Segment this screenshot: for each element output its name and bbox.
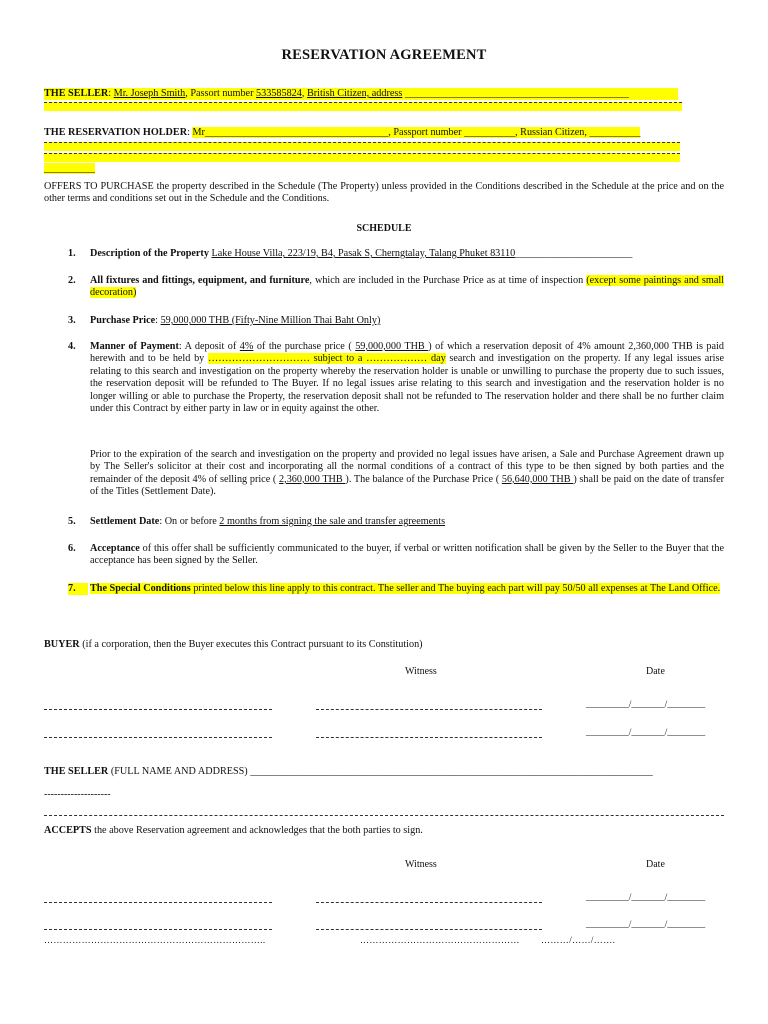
seller-address-blank: ____________________________________________ [404,88,629,99]
buyer-date-field-1[interactable]: _________/_______/________ [586,700,706,710]
payment-text-1: : A deposit of [178,341,240,352]
offers-text: the property described in the Schedule (The Property) unless provided in the Conditions described in the Schedule at the price and on the other terms and conditions set out in the Schedule and the Conditions. [44,181,724,205]
item-number: 7. [68,583,88,595]
accepts-date-field-2[interactable]: _________/_______/________ [586,920,706,930]
payment-text-2: of the purchase price ( [253,341,356,352]
buyer-witness-line-2[interactable] [316,737,542,738]
property-description: Lake House Villa, 223/19, B4, Pasak S, Cherngtalay, Talang Phuket 83110 [211,248,516,259]
schedule-title: SCHEDULE [356,223,412,234]
accepts-date-field-1[interactable]: _________/_______/________ [586,893,706,903]
schedule-item-5 [68,516,724,528]
seller-passport: 533585824 [256,88,302,99]
property-blank: _______________________ [515,248,633,259]
payment-paragraph-2 [90,449,724,499]
accepts-dotted-date[interactable]: ………/……/……. [541,935,616,945]
seller-address-line [44,102,682,111]
purchase-price: 59,000,000 THB (Fifty-Nine Million Thai Baht Only) [160,315,381,326]
buyer-witness-line-1[interactable] [316,709,542,710]
accepts-signature-line-1[interactable] [44,902,272,903]
seller-sig-label: THE SELLER [44,766,109,777]
item-text: : On or before [159,516,220,527]
item-label: Settlement Date [90,516,160,527]
p2-balance: 56,640,000 THB [501,473,574,485]
accepts-witness-label: Witness [405,859,437,870]
item-number: 4. [68,341,76,352]
holder-title: Mr [192,127,205,138]
holder-last-blank: __________ [44,163,95,175]
item-text: printed below this line apply to this contract. The seller and The buying each part will pay 50/50 all expenses at The Land Office. [190,583,721,594]
holder-passport-prefix: Passport number [393,127,462,138]
seller-name: Mr. Joseph Smith [113,88,186,99]
document-title: RESERVATION AGREEMENT [281,47,487,63]
settlement-term: 2 months from signing the sale and transfer agreements [219,516,446,527]
schedule-item-6 [68,543,724,568]
seller-nationality: British Citizen, address [306,88,403,99]
holder-passport-blank: __________ [464,127,516,138]
buyer-date-field-2[interactable]: _________/_______/________ [586,728,706,738]
seller-block: THE SELLER: Mr. Joseph Smith, Passort number 533585824, British Citizen, address ____________________________________________ [44,88,724,111]
seller-address-line[interactable] [44,815,724,816]
holder-block: THE RESERVATION HOLDER: Mr____________________________________, Passport number __________, Russian Citizen, __________ __________ [44,127,724,176]
seller-sig-short-line[interactable]: -------------------- [44,789,111,800]
buyer-date-label: Date [646,666,665,677]
item-text: , which are included in the Purchase Price as at time of inspection [309,275,587,286]
schedule-item-7 [68,583,724,595]
item-label: Purchase Price [90,315,156,326]
item-text: of this offer shall be sufficiently communicated to the buyer, if verbal or written notification shall be given by the Seller to the Buyer that the acceptance has been signed by the Seller. [90,543,724,567]
item-number: 1. [68,248,76,259]
schedule-item-4 [68,341,724,415]
item-highlight: (except some paintings and small decoration) [90,275,725,299]
buyer-signature-line-1[interactable] [44,709,272,710]
p2-text-c: ) shall be paid on the date of transfer of the Titles (Settlement Date). [90,473,724,498]
buyer-text: (if a corporation, then the Buyer executes this Contract pursuant to its Constitution) [79,639,423,650]
accepts-text: the above Reservation agreement and acknowledges that the both parties to sign. [91,825,423,836]
item-label: Manner of Payment [90,341,179,352]
schedule-item-1 [68,248,724,260]
seller-sig-blank[interactable]: _______________________________________________________________________________ [250,766,653,777]
accepts-line [44,825,724,837]
holder-trail-blank: __________ [589,127,641,138]
holder-blank-highlight: ………………………… subject to a ……………… [208,353,428,365]
seller-signature-line [44,766,744,778]
holder-nationality: Russian Citizen, [520,127,587,138]
accepts-dotted-witness[interactable]: …………………………………………… [360,935,520,945]
offers-paragraph [44,181,724,206]
item-number: 3. [68,315,76,326]
offers-lead: OFFERS TO PURCHASE [44,181,154,192]
holder-label: THE RESERVATION HOLDER [44,127,188,138]
deposit-percent: 4% [239,341,254,352]
accepts-signature-line-2[interactable] [44,929,272,930]
buyer-label: BUYER [44,639,80,650]
payment-text-4: search and investigation on the property. If any legal issues arise relating to this search and investigation on the property whereby the reservation holder is unable or unwilling to purchase the property due to such issues, the reservation deposit will be refunded to The Buyer. If no legal issues arise relating to this search and investigation and the reservation holder is no longer willing or able to purchase the Property, the reservation deposit shall not be refunded to The reservation holder and there shall be no further claim under this Contract by either party in law or in equity against the other. [90,353,724,415]
payment-price: 59,000,000 THB [355,341,429,352]
holder-line-2 [44,142,680,151]
item-separator: : [155,315,161,326]
buyer-line [44,639,724,651]
item-label: Description of the Property [90,248,209,259]
payment-text-3: ) of which a reservation deposit of 4% amount 2,360,000 THB is paid herewith and to be held by [90,341,724,365]
item-number: 2. [68,275,76,286]
item-number: 6. [68,543,76,554]
seller-passport-prefix: Passort number [190,88,254,99]
accepts-dotted-signature[interactable]: …………………………………………………………….. [44,935,266,945]
accepts-witness-line-2[interactable] [316,929,542,930]
item-label: Acceptance [90,543,140,554]
p2-text-a: Prior to the expiration of the search and investigation on the property and provided no legal issues have arisen, a Sale and Purchase Agreement drawn up by The Seller's solicitor at their cost and incorporating all the normal conditions of a contract of this type to be then signed by both parties and the remainder of the deposit 4% of selling price ( [90,449,724,485]
item-label: All fixtures and fittings, equipment, and furniture [90,275,310,286]
seller-sig-text: (FULL NAME AND ADDRESS) [108,766,251,777]
seller-label: THE SELLER [44,88,109,99]
schedule-item-3 [68,315,724,327]
p2-amount: 2,360,000 THB [279,473,346,485]
accepts-witness-line-1[interactable] [316,902,542,903]
buyer-signature-line-2[interactable] [44,737,272,738]
buyer-witness-label: Witness [405,666,437,677]
accepts-date-label: Date [646,859,665,870]
p2-text-b: ). The balance of the Purchase Price ( [345,473,502,485]
accepts-label: ACCEPTS [44,825,92,836]
days-highlight: day [427,353,446,365]
item-number: 5. [68,516,76,527]
holder-line-3 [44,153,680,162]
schedule-item-2 [68,275,724,300]
item-label: The Special Conditions [90,583,191,594]
holder-name-blank: ____________________________________ [204,127,389,138]
